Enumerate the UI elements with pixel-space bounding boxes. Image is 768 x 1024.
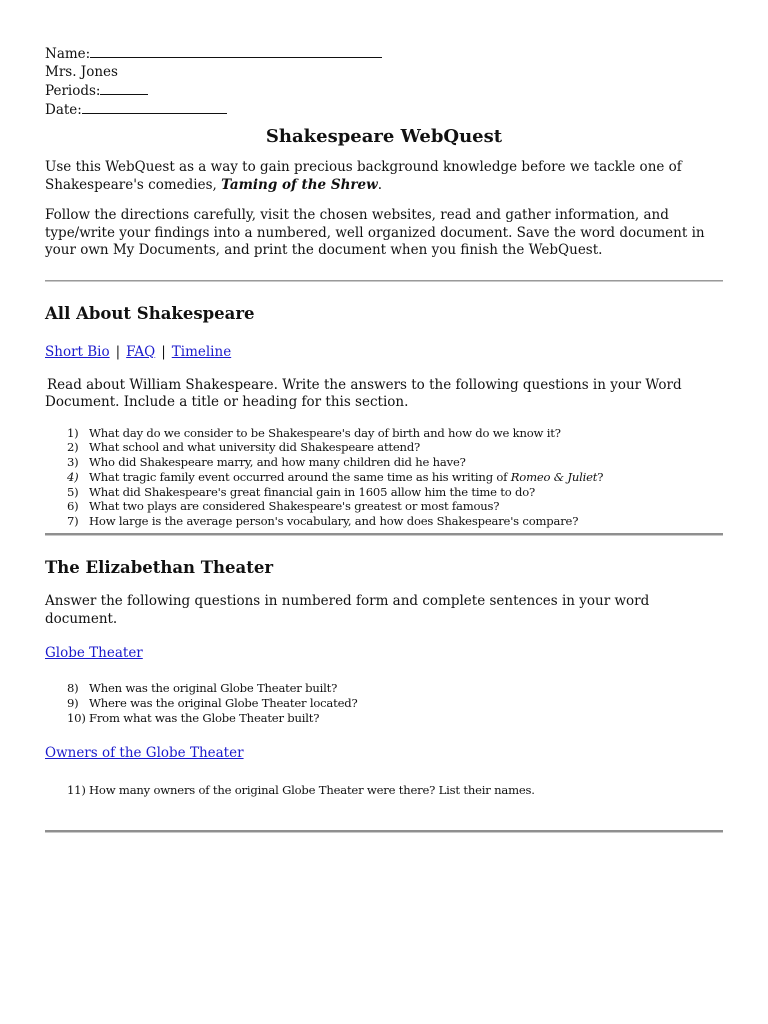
date-line: [45, 100, 723, 119]
resource-links: [45, 342, 723, 361]
link-short-bio[interactable]: Short Bio: [45, 343, 110, 360]
divider: [45, 280, 723, 282]
question-number: 1): [67, 425, 79, 440]
question-item: [67, 426, 723, 441]
section-heading-elizabethan-theater: The Elizabethan Theater: [45, 558, 274, 578]
divider: [45, 830, 723, 833]
question-number: 2): [67, 440, 79, 455]
name-blank[interactable]: [90, 44, 382, 58]
divider: [45, 533, 723, 536]
link-timeline[interactable]: Timeline: [171, 343, 232, 360]
name-line: [45, 44, 723, 63]
link-separator: |: [161, 343, 166, 360]
section1-instructions: Read about William Shakespeare. Write the answers to the following questions in your Word Document. Include a title or heading for this section.: [45, 376, 682, 410]
intro-end: .: [377, 176, 382, 193]
question-text: From what was the Globe Theater built?: [89, 710, 320, 725]
question-text: When was the original Globe Theater built?: [89, 681, 338, 696]
question-text: What did Shakespeare's great financial gain in 1605 allow him the time to do?: [89, 484, 536, 499]
play-title: Taming of the Shrew: [221, 176, 378, 193]
question-number: 3): [67, 455, 79, 470]
question-item: [67, 514, 723, 529]
document-page: [45, 44, 723, 833]
teacher-name: Mrs. Jones: [45, 64, 118, 80]
question-text: What tragic family event occurred around the same time as his writing of: [89, 469, 511, 484]
question-number: 4): [67, 469, 79, 484]
question-text: What school and what university did Shakespeare attend?: [89, 440, 421, 455]
link-separator: |: [115, 343, 121, 360]
question-text: Who did Shakespeare marry, and how many children did he have?: [89, 455, 466, 470]
question-text: What day do we consider to be Shakespeare's day of birth and how do we know it?: [89, 425, 561, 440]
globe-theater-link-row: [45, 643, 723, 662]
question-number: 9): [67, 695, 79, 710]
question-list-1: [45, 426, 723, 530]
periods-label: Periods:: [45, 83, 101, 99]
question-text: Where was the original Globe Theater located?: [89, 695, 358, 710]
question-list-2: [45, 681, 723, 725]
periods-line: [45, 81, 723, 100]
play-title-romeo-juliet: Romeo & Juliet: [510, 469, 598, 484]
question-item: [67, 696, 723, 711]
question-number: 5): [67, 484, 79, 499]
question-number: 11): [67, 783, 86, 798]
intro-paragraph-2: Follow the directions carefully, visit the chosen websites, read and gather information, and type/write your findings into a numbered, well organized document. Save the word document in your own My Documents, and print the document when you finish the WebQuest.: [45, 207, 705, 258]
link-owners-of-globe-theater[interactable]: Owners of the Globe Theater: [45, 745, 244, 762]
question-item: [67, 783, 723, 798]
question-item: [67, 455, 723, 470]
question-item: [67, 499, 723, 514]
page-title: Shakespeare WebQuest: [265, 126, 503, 147]
intro-text: Use this WebQuest as a way to gain precious background knowledge before we tackle one of Shakespeare's comedies,: [45, 159, 682, 193]
question-item: [67, 485, 723, 500]
question-text: What two plays are considered Shakespeare's greatest or most famous?: [89, 499, 500, 514]
name-label: Name:: [45, 46, 91, 62]
question-list-3: [45, 783, 723, 798]
link-faq[interactable]: FAQ: [126, 343, 156, 360]
question-text: How many owners of the original Globe Theater were there? List their names.: [89, 783, 535, 798]
question-number: 8): [67, 681, 79, 696]
section2-instructions: Answer the following questions in numbered form and complete sentences in your word document.: [45, 593, 650, 627]
question-text: How large is the average person's vocabulary, and how does Shakespeare's compare?: [89, 514, 579, 529]
section-heading-all-about-shakespeare: All About Shakespeare: [45, 303, 255, 323]
question-item: [67, 440, 723, 455]
question-number: 10): [67, 710, 86, 725]
student-header: [45, 44, 723, 119]
date-label: Date:: [45, 102, 82, 118]
question-item: [67, 470, 723, 485]
intro-paragraph-1: [45, 159, 723, 194]
question-tail: ?: [597, 469, 604, 484]
question-item: [67, 681, 723, 696]
owners-link-row: [45, 743, 723, 762]
question-item: [67, 711, 723, 726]
link-globe-theater[interactable]: Globe Theater: [45, 645, 143, 662]
date-blank[interactable]: [82, 100, 227, 114]
question-number: 6): [67, 499, 79, 514]
question-number: 7): [67, 514, 79, 529]
periods-blank[interactable]: [100, 81, 148, 95]
